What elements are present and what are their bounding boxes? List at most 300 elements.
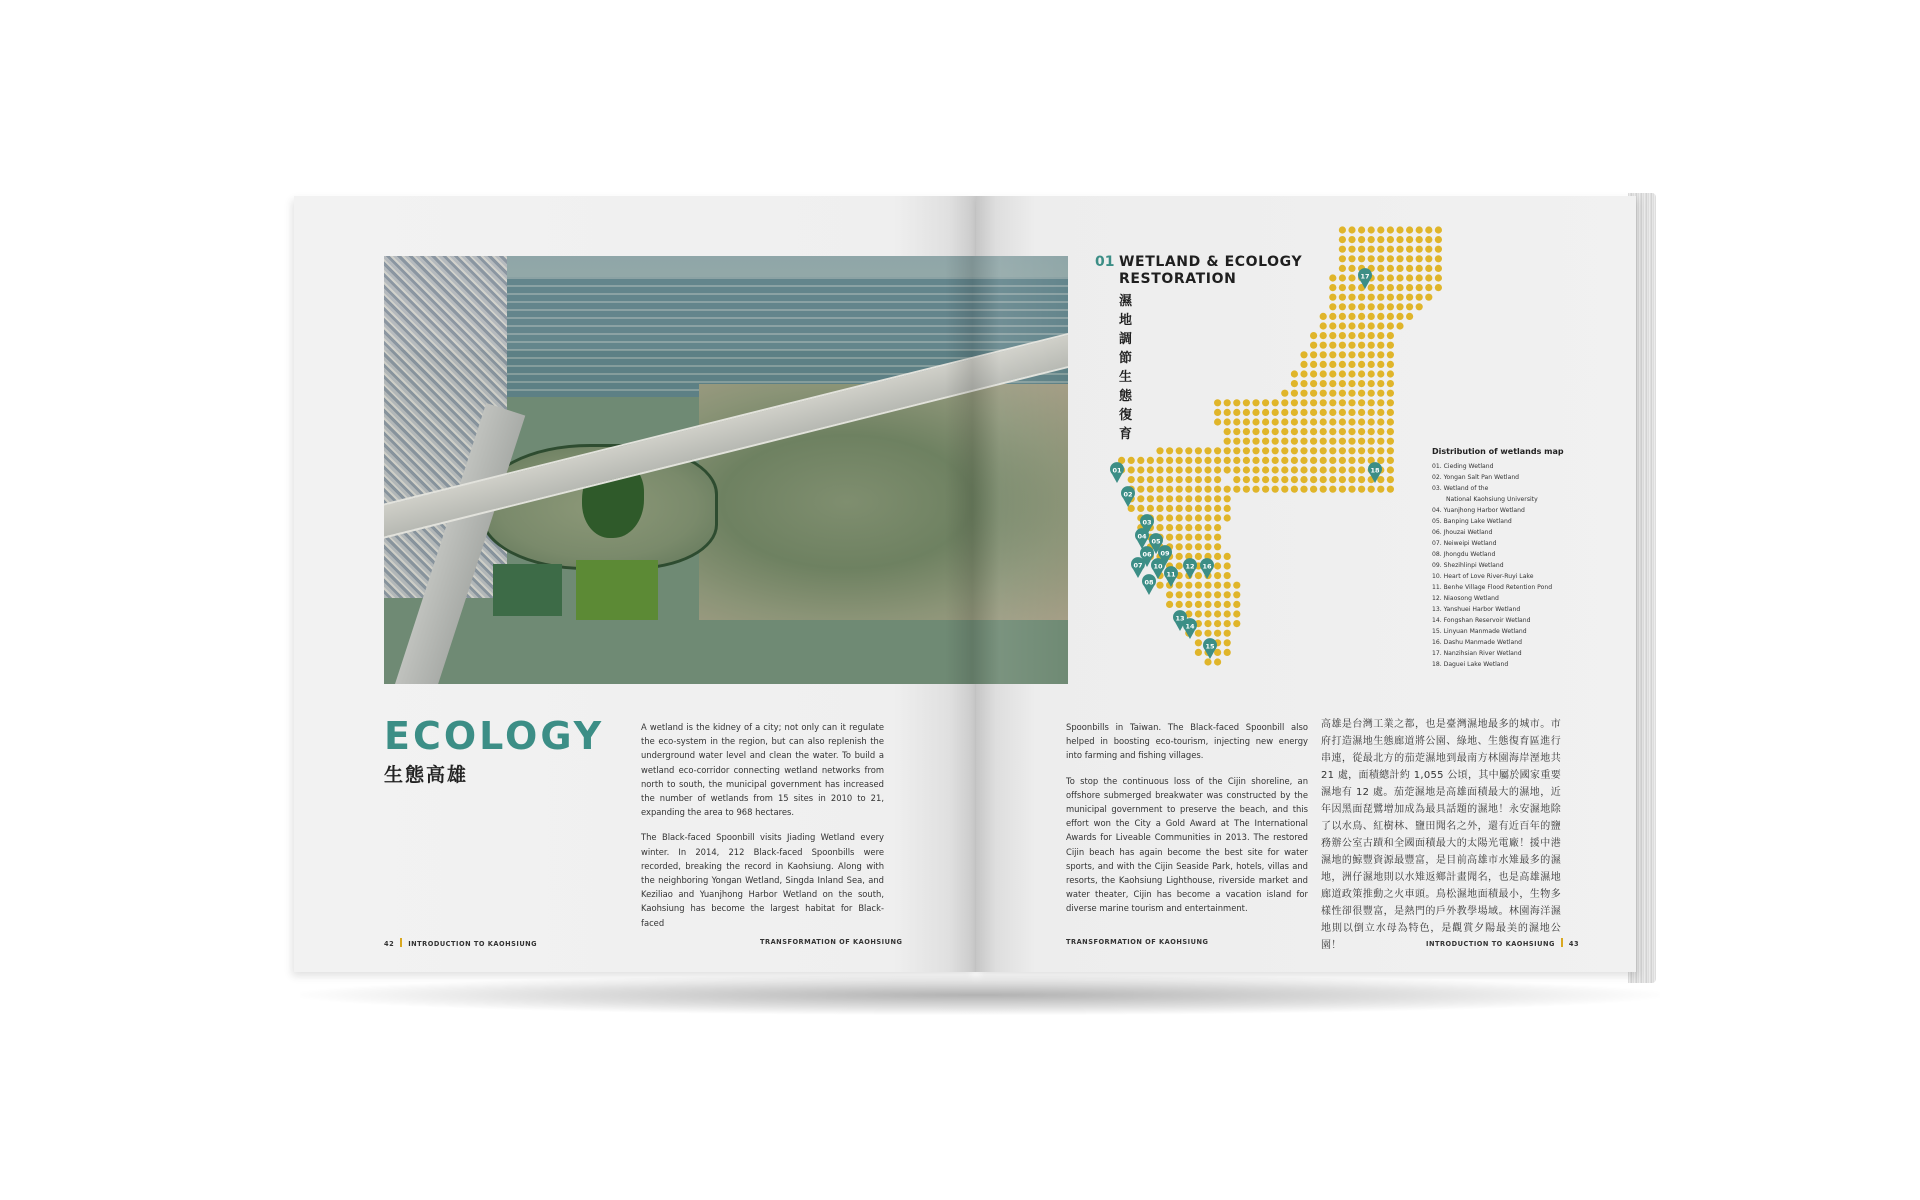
map-dot — [1272, 399, 1279, 406]
map-dot — [1128, 476, 1135, 483]
map-dot — [1291, 476, 1298, 483]
map-dot — [1348, 236, 1355, 243]
map-dot — [1320, 390, 1327, 397]
map-dot — [1377, 438, 1384, 445]
map-dot — [1339, 351, 1346, 358]
map-dot — [1224, 553, 1231, 560]
map-dot — [1387, 284, 1394, 291]
map-dot — [1224, 399, 1231, 406]
map-marker-label: 06 — [1142, 550, 1152, 559]
right-body-column — [1066, 720, 1308, 927]
map-dot — [1358, 351, 1365, 358]
map-dot — [1176, 562, 1183, 569]
map-dot — [1368, 399, 1375, 406]
map-dot — [1435, 226, 1442, 233]
map-dot — [1425, 274, 1432, 281]
map-dot — [1396, 246, 1403, 253]
map-dot — [1348, 380, 1355, 387]
map-dot — [1387, 313, 1394, 320]
map-dot — [1377, 390, 1384, 397]
map-dot — [1233, 399, 1240, 406]
map-dot — [1387, 351, 1394, 358]
map-dot — [1233, 601, 1240, 608]
map-dot — [1310, 399, 1317, 406]
map-dot — [1281, 399, 1288, 406]
legend-item: 03. Wetland of the — [1432, 485, 1489, 492]
map-dot — [1320, 438, 1327, 445]
map-dot — [1300, 370, 1307, 377]
map-dot — [1176, 582, 1183, 589]
map-dot — [1185, 601, 1192, 608]
map-dot — [1252, 428, 1259, 435]
map-dot — [1348, 294, 1355, 301]
map-dot — [1329, 332, 1336, 339]
map-dot — [1377, 284, 1384, 291]
paragraph: The Black-faced Spoonbill visits Jiading Wetland every winter. In 2014, 212 Black-faced Spoonbills were recorded, breaking the record in Kaohsiung. Along with the neighboring Yongan Wetland, Singda Inland Sea, and Keziliao and Yuanjhong Harbor Wetland on the south, Kaohsiung has become the largest habitat for Black-faced — [641, 832, 884, 928]
map-dot — [1358, 370, 1365, 377]
map-dot — [1396, 236, 1403, 243]
map-dot — [1368, 447, 1375, 454]
map-dot — [1272, 466, 1279, 473]
map-dot — [1147, 466, 1154, 473]
map-dot — [1358, 399, 1365, 406]
map-dot — [1358, 466, 1365, 473]
map-dot — [1358, 313, 1365, 320]
map-dot — [1233, 476, 1240, 483]
map-dot — [1166, 466, 1173, 473]
map-dot — [1195, 466, 1202, 473]
map-dot — [1387, 255, 1394, 262]
map-dot — [1224, 428, 1231, 435]
map-dot — [1329, 351, 1336, 358]
map-dot — [1320, 313, 1327, 320]
map-dot — [1204, 466, 1211, 473]
legend-item: 07. Neiweipi Wetland — [1432, 540, 1497, 547]
map-dot — [1262, 476, 1269, 483]
map-dot — [1377, 361, 1384, 368]
map-dot — [1348, 313, 1355, 320]
map-dot — [1406, 255, 1413, 262]
map-dot — [1320, 370, 1327, 377]
map-dot — [1291, 380, 1298, 387]
map-dot — [1368, 409, 1375, 416]
map-dot — [1195, 582, 1202, 589]
map-marker-label: 15 — [1205, 642, 1215, 651]
map-dot — [1156, 447, 1163, 454]
map-dot — [1224, 639, 1231, 646]
map-dot — [1310, 361, 1317, 368]
map-dot — [1377, 255, 1384, 262]
map-dot — [1396, 255, 1403, 262]
map-dot — [1291, 428, 1298, 435]
map-dot — [1310, 447, 1317, 454]
map-dot — [1224, 457, 1231, 464]
map-dot — [1339, 399, 1346, 406]
map-dot — [1348, 322, 1355, 329]
map-dot — [1291, 438, 1298, 445]
map-dot — [1262, 409, 1269, 416]
map-dot — [1339, 236, 1346, 243]
aerial-wetland-photo — [384, 256, 1068, 684]
map-dot — [1387, 438, 1394, 445]
map-marker-08 — [1142, 574, 1156, 595]
map-dot — [1137, 466, 1144, 473]
map-dot — [1368, 351, 1375, 358]
map-dot — [1262, 399, 1269, 406]
map-dot — [1214, 486, 1221, 493]
right-footer-left: TRANSFORMATION OF KAOHSIUNG — [1066, 938, 1209, 946]
map-marker-01 — [1110, 462, 1124, 483]
map-dot — [1281, 390, 1288, 397]
map-dot — [1348, 361, 1355, 368]
map-dot — [1358, 438, 1365, 445]
map-dot — [1176, 466, 1183, 473]
map-dot — [1339, 418, 1346, 425]
map-dot — [1387, 236, 1394, 243]
map-dot — [1396, 294, 1403, 301]
map-dot — [1358, 380, 1365, 387]
map-dot — [1204, 630, 1211, 637]
left-footer — [384, 938, 537, 948]
map-dot — [1291, 418, 1298, 425]
map-dot — [1195, 630, 1202, 637]
map-dot — [1339, 390, 1346, 397]
map-dot — [1377, 294, 1384, 301]
map-dot — [1185, 514, 1192, 521]
map-dot — [1368, 390, 1375, 397]
map-dot — [1137, 486, 1144, 493]
map-dot — [1272, 476, 1279, 483]
map-dot — [1204, 495, 1211, 502]
map-dot — [1387, 380, 1394, 387]
map-dot — [1185, 495, 1192, 502]
map-dot — [1339, 226, 1346, 233]
paragraph: Spoonbills in Taiwan. The Black-faced Spoonbill also helped in boosting eco-tourism, injecting new energy into farming and fishing villages. — [1066, 722, 1308, 761]
map-dot — [1416, 226, 1423, 233]
map-dot — [1195, 639, 1202, 646]
map-dot — [1252, 447, 1259, 454]
map-dot — [1368, 486, 1375, 493]
map-dot — [1348, 390, 1355, 397]
map-dot — [1329, 457, 1336, 464]
map-dot — [1214, 505, 1221, 512]
map-marker-label: 01 — [1112, 466, 1122, 475]
map-dot — [1358, 342, 1365, 349]
map-dot — [1329, 418, 1336, 425]
map-dot — [1377, 236, 1384, 243]
map-dot — [1329, 294, 1336, 301]
legend-item: 12. Niaosong Wetland — [1432, 595, 1499, 602]
map-dot — [1252, 486, 1259, 493]
map-dot — [1339, 457, 1346, 464]
legend-item: 01. Cieding Wetland — [1432, 463, 1494, 470]
map-dot — [1377, 303, 1384, 310]
map-dot — [1320, 457, 1327, 464]
map-dot — [1310, 476, 1317, 483]
map-dot — [1137, 495, 1144, 502]
map-dot — [1339, 466, 1346, 473]
map-dot — [1387, 246, 1394, 253]
map-dot — [1320, 486, 1327, 493]
map-dot — [1368, 236, 1375, 243]
map-dot — [1156, 505, 1163, 512]
map-dot — [1214, 630, 1221, 637]
map-dot — [1272, 447, 1279, 454]
map-dot — [1300, 361, 1307, 368]
map-dot — [1368, 438, 1375, 445]
map-dot — [1272, 418, 1279, 425]
map-dot — [1387, 418, 1394, 425]
map-dot — [1377, 226, 1384, 233]
map-dot — [1185, 476, 1192, 483]
map-dot — [1233, 457, 1240, 464]
map-dot — [1348, 342, 1355, 349]
map-dot — [1166, 457, 1173, 464]
map-dot — [1368, 255, 1375, 262]
map-dot — [1310, 380, 1317, 387]
map-dot — [1214, 457, 1221, 464]
map-dot — [1233, 582, 1240, 589]
map-dot — [1204, 476, 1211, 483]
map-dot — [1262, 447, 1269, 454]
right-footer — [1426, 938, 1579, 948]
legend-item: 04. Yuanjhong Harbor Wetland — [1432, 507, 1525, 514]
map-dot — [1195, 534, 1202, 541]
map-dot — [1224, 601, 1231, 608]
map-dot — [1224, 514, 1231, 521]
map-dot — [1368, 294, 1375, 301]
map-dot — [1224, 466, 1231, 473]
map-dot — [1387, 342, 1394, 349]
map-marker-label: 10 — [1153, 562, 1163, 571]
map-dot — [1224, 505, 1231, 512]
map-dot — [1339, 284, 1346, 291]
map-dot — [1358, 294, 1365, 301]
map-dot — [1348, 438, 1355, 445]
legend-item: 08. Jhongdu Wetland — [1432, 551, 1496, 558]
map-dot — [1300, 457, 1307, 464]
map-dot — [1329, 370, 1336, 377]
map-dot — [1176, 495, 1183, 502]
map-dot — [1156, 476, 1163, 483]
map-dot — [1166, 524, 1173, 531]
map-dot — [1368, 370, 1375, 377]
map-dot — [1291, 457, 1298, 464]
map-dot — [1425, 265, 1432, 272]
map-dot — [1195, 610, 1202, 617]
map-dot — [1224, 438, 1231, 445]
map-dot — [1339, 332, 1346, 339]
map-dot — [1147, 476, 1154, 483]
map-dot — [1233, 610, 1240, 617]
map-dot — [1214, 543, 1221, 550]
map-dot — [1310, 409, 1317, 416]
map-dot — [1204, 591, 1211, 598]
map-dot — [1204, 610, 1211, 617]
map-dot — [1320, 322, 1327, 329]
map-dot — [1387, 274, 1394, 281]
legend-title: Distribution of wetlands map — [1432, 447, 1564, 456]
map-dot — [1416, 303, 1423, 310]
map-dot — [1320, 447, 1327, 454]
map-dot — [1185, 447, 1192, 454]
map-dot — [1339, 486, 1346, 493]
map-dot — [1358, 457, 1365, 464]
wetlands-dot-map — [1100, 220, 1420, 680]
map-dot — [1320, 351, 1327, 358]
map-dot — [1406, 303, 1413, 310]
map-dot — [1214, 572, 1221, 579]
map-dot — [1214, 582, 1221, 589]
paragraph: To stop the continuous loss of the Cijin shoreline, an offshore submerged breakwater was constructed by the municipal government to preserve the beach, and this effort won the City a Gold Award at The International Awards for Liveable Communities in 2013. The restored Cijin beach has again become the best site for water sports, and with the Cijin Seaside Park, hotels, villas and resorts, the Kaohsiung Lighthouse, riverside market and water theater, Cijin has become a vacation island for diverse marine tourism and entertainment. — [1066, 775, 1308, 914]
map-dot — [1387, 466, 1394, 473]
map-dot — [1416, 274, 1423, 281]
map-dot — [1185, 582, 1192, 589]
map-dot — [1339, 255, 1346, 262]
map-dot — [1214, 514, 1221, 521]
map-dot — [1243, 428, 1250, 435]
map-dot — [1387, 332, 1394, 339]
map-dot — [1339, 380, 1346, 387]
map-dot — [1233, 486, 1240, 493]
map-dot — [1300, 486, 1307, 493]
left-body-column — [641, 720, 884, 941]
map-dot — [1348, 466, 1355, 473]
map-marker-14 — [1183, 618, 1197, 639]
map-dot — [1368, 246, 1375, 253]
map-dot — [1204, 486, 1211, 493]
map-dot — [1348, 486, 1355, 493]
map-dot — [1387, 226, 1394, 233]
map-dot — [1204, 582, 1211, 589]
map-dot — [1262, 438, 1269, 445]
map-dot — [1387, 294, 1394, 301]
map-dot — [1368, 380, 1375, 387]
map-dot — [1396, 226, 1403, 233]
map-dot — [1300, 399, 1307, 406]
map-dot — [1128, 505, 1135, 512]
map-dot — [1281, 457, 1288, 464]
map-dot — [1300, 476, 1307, 483]
map-dot — [1233, 438, 1240, 445]
map-dot — [1204, 447, 1211, 454]
map-dot — [1320, 428, 1327, 435]
map-dot — [1425, 284, 1432, 291]
map-dot — [1368, 428, 1375, 435]
map-dot — [1291, 390, 1298, 397]
map-dot — [1396, 303, 1403, 310]
map-dot — [1406, 313, 1413, 320]
map-dot — [1147, 457, 1154, 464]
map-dot — [1156, 486, 1163, 493]
legend-item: 18. Daguei Lake Wetland — [1432, 661, 1509, 668]
map-dot — [1348, 457, 1355, 464]
map-dot — [1310, 438, 1317, 445]
map-dot — [1243, 447, 1250, 454]
map-dot — [1329, 322, 1336, 329]
map-dot — [1214, 399, 1221, 406]
map-dot — [1262, 457, 1269, 464]
map-dot — [1358, 236, 1365, 243]
map-dot — [1368, 332, 1375, 339]
map-dot — [1204, 534, 1211, 541]
map-dot — [1387, 476, 1394, 483]
map-dot — [1176, 524, 1183, 531]
map-dot — [1214, 534, 1221, 541]
map-dot — [1252, 409, 1259, 416]
legend-item: 06. Jhouzai Wetland — [1432, 529, 1493, 536]
map-dot — [1425, 294, 1432, 301]
map-dot — [1348, 418, 1355, 425]
map-dot — [1406, 236, 1413, 243]
map-marker-label: 07 — [1133, 561, 1143, 570]
map-dot — [1358, 390, 1365, 397]
map-dot — [1320, 409, 1327, 416]
map-dot — [1387, 370, 1394, 377]
map-dot — [1147, 495, 1154, 502]
map-dot — [1243, 438, 1250, 445]
map-dot — [1176, 505, 1183, 512]
map-dot — [1214, 591, 1221, 598]
map-dot — [1224, 447, 1231, 454]
map-dot — [1195, 505, 1202, 512]
map-dot — [1166, 505, 1173, 512]
legend-item: 10. Heart of Love River-Ruyi Lake — [1432, 573, 1534, 580]
map-dot — [1300, 466, 1307, 473]
map-dot — [1329, 284, 1336, 291]
map-dot — [1195, 457, 1202, 464]
map-dot — [1166, 486, 1173, 493]
map-dot — [1272, 457, 1279, 464]
map-dot — [1329, 390, 1336, 397]
map-dot — [1185, 524, 1192, 531]
map-marker-15 — [1203, 638, 1217, 659]
map-dot — [1310, 457, 1317, 464]
map-dot — [1224, 591, 1231, 598]
map-dot — [1128, 457, 1135, 464]
map-dot — [1195, 524, 1202, 531]
map-dot — [1214, 476, 1221, 483]
footer-section: INTRODUCTION TO KAOHSIUNG — [1426, 940, 1555, 948]
map-dot — [1406, 246, 1413, 253]
map-marker-label: 09 — [1160, 549, 1170, 558]
map-marker-label: 04 — [1137, 532, 1147, 541]
map-dot — [1387, 265, 1394, 272]
map-dot — [1300, 409, 1307, 416]
map-dot — [1320, 466, 1327, 473]
map-dot — [1368, 284, 1375, 291]
map-dot — [1406, 284, 1413, 291]
map-dot — [1291, 399, 1298, 406]
map-dot — [1195, 553, 1202, 560]
map-dot — [1252, 466, 1259, 473]
footer-section: INTRODUCTION TO KAOHSIUNG — [408, 940, 538, 948]
map-dot — [1243, 399, 1250, 406]
map-dot — [1300, 380, 1307, 387]
map-dot — [1358, 322, 1365, 329]
map-dot — [1339, 265, 1346, 272]
map-marker-label: 05 — [1151, 537, 1161, 546]
map-dot — [1368, 313, 1375, 320]
map-dot — [1252, 457, 1259, 464]
map-dot — [1156, 524, 1163, 531]
map-dot — [1224, 610, 1231, 617]
map-dot — [1262, 428, 1269, 435]
map-dot — [1195, 514, 1202, 521]
map-dot — [1272, 428, 1279, 435]
map-dot — [1416, 294, 1423, 301]
map-dot — [1387, 303, 1394, 310]
